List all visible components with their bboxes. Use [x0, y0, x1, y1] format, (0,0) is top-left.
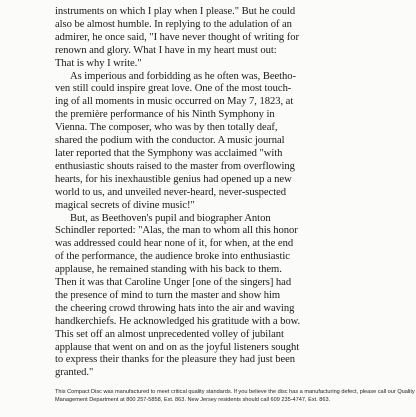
text-line: world to us, and unveiled never-heard, never-suspected: [55, 186, 287, 198]
text-line: granted.": [55, 367, 94, 379]
text-line: instruments on which I play when I please." But he could: [55, 6, 296, 17]
text-line: was addressed could hear none of it, for when, at the end: [55, 238, 294, 250]
text-line: also be almost humble. In replying to the adulation of an: [55, 18, 292, 30]
text-line: ing of all moments in music occurred on May 7, 1823, at: [55, 96, 294, 108]
text-line: to express their thanks for the pleasure they had just been: [55, 354, 296, 366]
text-line: But, as Beethoven's pupil and biographer Anton: [70, 212, 271, 224]
paragraph-3: [55, 213, 393, 381]
text-line: handkerchiefs. He acknowledged his gratitude with a bow.: [55, 315, 301, 327]
text-line: ven still could inspire great love. One of the most touch-: [55, 83, 292, 95]
text-line: the première performance of his Ninth Symphony in: [55, 109, 275, 121]
text-line: applause that went on and on as the joyful listeners sought: [55, 341, 300, 353]
text-line: Then it was that Caroline Unger [one of the singers] had: [55, 277, 292, 289]
paragraph-1: [55, 6, 393, 71]
text-line: the presence of mind to turn the master and show him: [55, 289, 281, 301]
paragraph-2: [55, 71, 393, 213]
text-line: enthusiastic shouts raised to the master from overflowing: [55, 160, 295, 172]
text-line: of the performance, the audience broke into enthusiastic: [55, 251, 290, 263]
text-line: applause, he remained standing with his back to them.: [55, 264, 282, 276]
text-line: admirer, he once said, "I have never thought of writing for: [55, 31, 299, 43]
text-line: hearts, for his inexhaustible genius had opened up a new: [55, 173, 292, 185]
article-body: [55, 6, 393, 380]
text-line: As imperious and forbidding as he often was, Beetho-: [70, 70, 296, 82]
text-line: This set off an almost unprecedented volley of jubilant: [55, 328, 284, 340]
footer-line: Management Department at 800 257-5858, Ext. 863. New Jersey residents should call 609 235-4747, Ext. 863.: [55, 396, 331, 403]
text-line: That is why I write.": [55, 57, 142, 69]
footer-line: This Compact Disc was manufactured to meet critical quality standards. If you believe the disc has a manufacturing defect, please call our Quality: [55, 389, 415, 395]
text-line: the cheering crowd throwing hats into the air and waving: [55, 302, 295, 314]
quality-notice-footer: [55, 389, 415, 405]
text-line: Vienna. The composer, who was by then totally deaf,: [55, 122, 278, 134]
text-line: magical secrets of divine music!": [55, 199, 195, 211]
text-line: Schindler reported: "Alas, the man to whom all this honor: [55, 225, 298, 237]
text-line: renown and glory. What I have in my heart must out:: [55, 44, 277, 56]
text-line: shared the podium with the conductor. A music journal: [55, 135, 285, 147]
text-line: later reported that the Symphony was acclaimed "with: [55, 147, 283, 159]
